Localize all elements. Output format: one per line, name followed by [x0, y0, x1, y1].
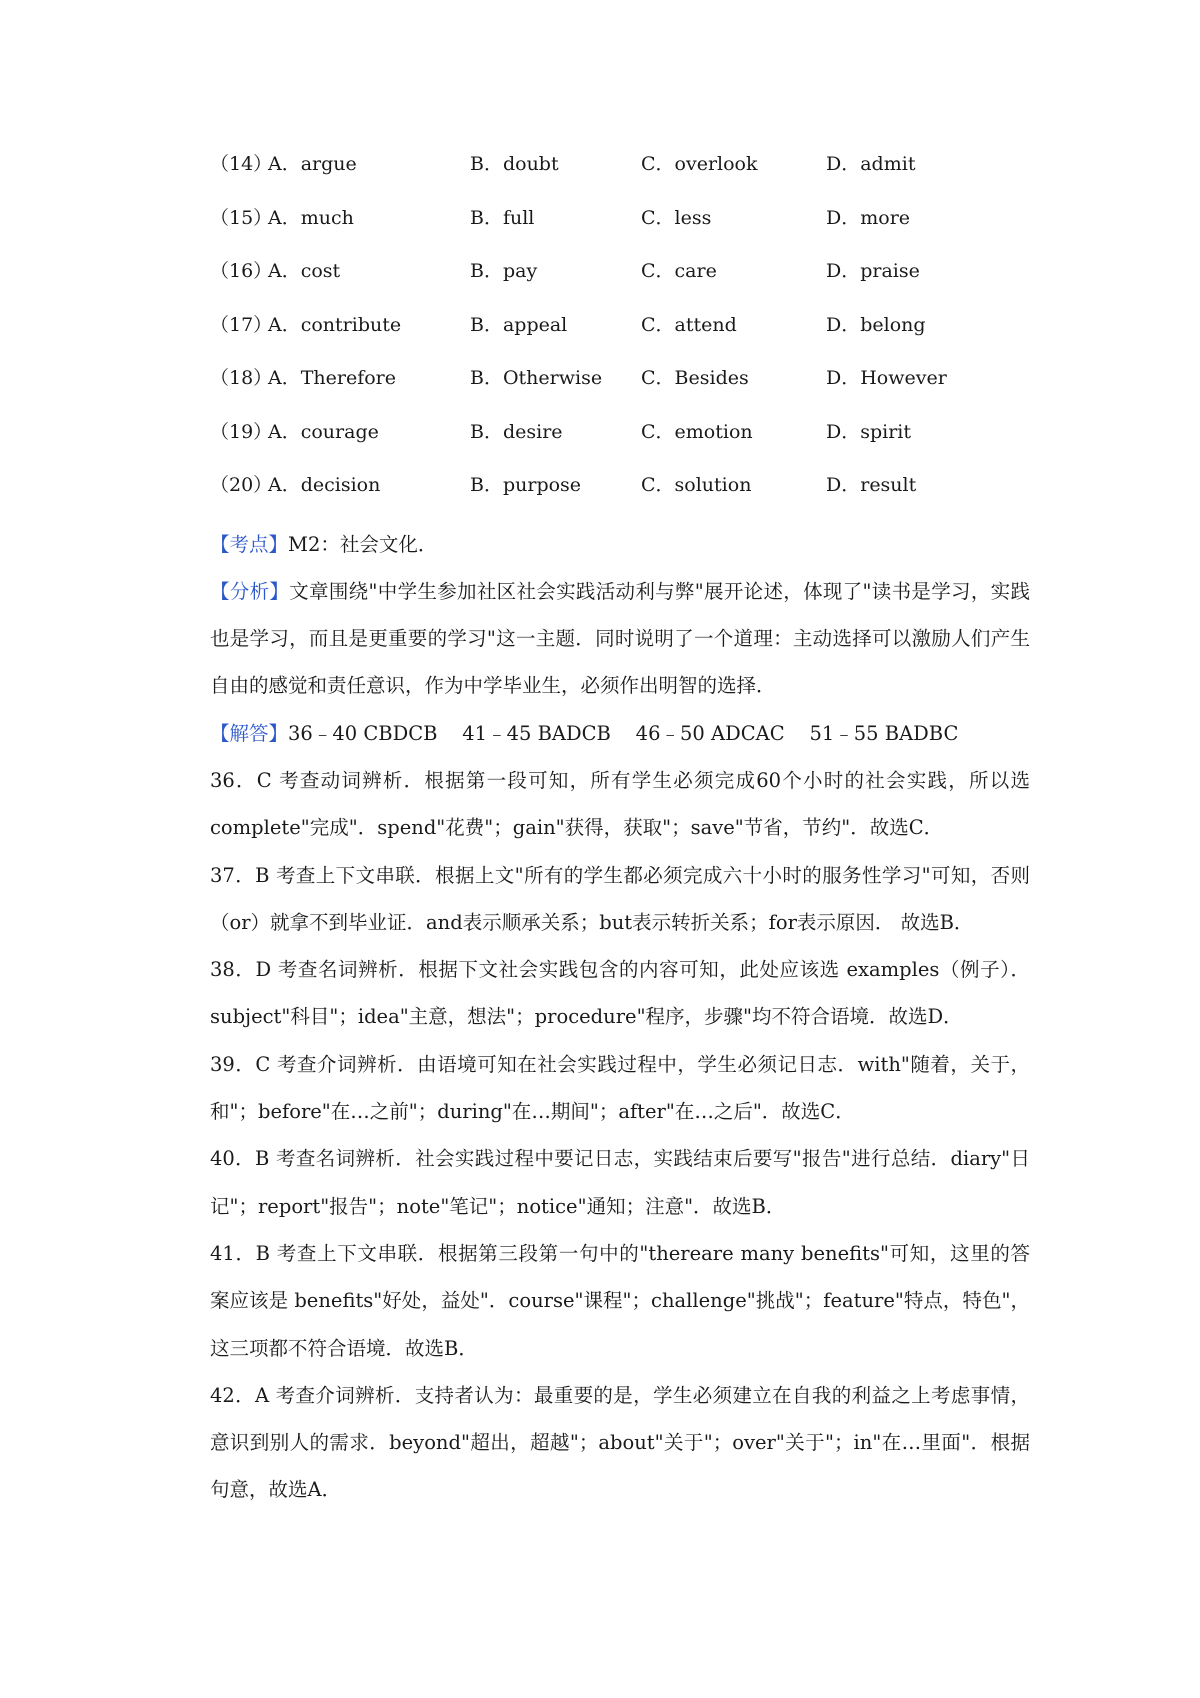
question-number: （18）: [210, 367, 273, 389]
option-row: [210, 471, 1030, 525]
question-number: （20）: [210, 474, 273, 496]
kaodian-tag: 【考点】: [210, 532, 289, 556]
option-d: D．result: [826, 474, 917, 496]
question-number: （17）: [210, 313, 273, 336]
option-c: C．emotion: [641, 420, 753, 443]
option-row: [210, 418, 1030, 472]
option-b: B．Otherwise: [470, 367, 603, 389]
answer-explanation: 40．B 考查名词辨析．社会实践过程中要记日志，实践结束后要写"报告"进行总结．diary"日记"；report"报告"；note"笔记"；notice"通知；注意"．故选B．: [210, 1147, 1030, 1218]
answer-explanation: 39．C 考查介词辨析．由语境可知在社会实践过程中，学生必须记日志．with"随着，关于，和"；before"在…之前"；during"在…期间"；after"在…之后"．故选C．: [210, 1052, 1030, 1124]
option-a: A．cost: [268, 260, 341, 282]
question-number: （15）: [210, 206, 273, 229]
option-row: [210, 204, 1030, 258]
option-list: [210, 150, 1030, 525]
jieda-tag: 【解答】: [210, 721, 289, 745]
option-b: B．full: [470, 206, 535, 229]
option-c: C．Besides: [641, 367, 749, 389]
option-c: C．solution: [641, 474, 752, 496]
answer-explanation: 42．A 考查介词辨析．支持者认为：最重要的是，学生必须建立在自我的利益之上考虑事情，意识到别人的需求．beyond"超出，超越"；about"关于"；over"关于"；in"在…里面"．根据句意，故选A．: [210, 1383, 1030, 1502]
option-row: [210, 150, 1030, 204]
answer-explanation: 37．B 考查上下文串联．根据上文"所有的学生都必须完成六十小时的服务性学习"可知，否则（or）就拿不到毕业证．and表示顺承关系；but表示转折关系；for表示原因． 故选B．: [210, 863, 1030, 934]
option-a: A．Therefore: [268, 367, 396, 389]
option-row: [210, 257, 1030, 311]
option-a: A．decision: [268, 474, 381, 496]
option-b: B．appeal: [470, 313, 568, 336]
option-row: [210, 364, 1030, 418]
option-b: B．desire: [470, 420, 563, 443]
jieda-section: [210, 710, 1030, 757]
option-b: B．pay: [470, 260, 538, 282]
option-c: C．less: [641, 206, 712, 229]
option-a: A．courage: [268, 420, 379, 443]
jieda-text: 36﹣40 CBDCB 41﹣45 BADCB 46﹣50 ADCAC 51﹣55 BADBC: [288, 721, 959, 745]
option-a: A．much: [268, 206, 354, 229]
option-d: D．However: [826, 367, 947, 389]
option-c: C．overlook: [641, 153, 758, 175]
option-d: D．more: [826, 206, 911, 229]
option-row: [210, 311, 1030, 365]
question-number: （14）: [210, 153, 273, 175]
option-d: D．praise: [826, 260, 920, 282]
kaodian-section: [210, 521, 1030, 568]
option-d: D．belong: [826, 313, 926, 336]
option-c: C．attend: [641, 313, 737, 336]
document-page: [210, 150, 1030, 1514]
option-d: D．spirit: [826, 420, 912, 443]
option-b: B．doubt: [470, 153, 559, 175]
option-a: A．contribute: [268, 313, 402, 336]
fenxi-section: [210, 568, 1030, 710]
answer-explanation: 41．B 考查上下文串联．根据第三段第一句中的"thereare many benefits"可知，这里的答案应该是 benefits"好处，益处"．course"课程"；challenge"挑战"；feature"特点，特色"，这三项都不符合语境．故选B．: [210, 1241, 1030, 1360]
kaodian-text: M2：社会文化．: [288, 532, 438, 556]
fenxi-text: 文章围绕"中学生参加社区社会实践活动利与弊"展开论述，体现了"读书是学习，实践也是学习，而且是更重要的学习"这一主题．同时说明了一个道理：主动选择可以激励人们产生自由的感觉和责任意识，作为中学毕业生，必须作出明智的选择．: [210, 579, 1030, 698]
answer-explanation: 38．D 考查名词辨析．根据下文社会实践包含的内容可知，此处应该选 examples（例子）．subject"科目"；idea"主意，想法"；procedure"程序，步骤"均不符合语境．故选D．: [210, 958, 1030, 1029]
answer-explanation: 36．C 考查动词辨析．根据第一段可知，所有学生必须完成60个小时的社会实践，所以选complete"完成"．spend"花费"；gain"获得，获取"；save"节省，节约"．故选C．: [210, 768, 1030, 840]
option-c: C．care: [641, 260, 717, 282]
question-number: （19）: [210, 420, 273, 443]
option-d: D．admit: [826, 153, 916, 175]
fenxi-tag: 【分析】: [210, 579, 290, 603]
question-number: （16）: [210, 260, 273, 282]
option-b: B．purpose: [470, 474, 582, 496]
option-a: A．argue: [268, 153, 357, 175]
